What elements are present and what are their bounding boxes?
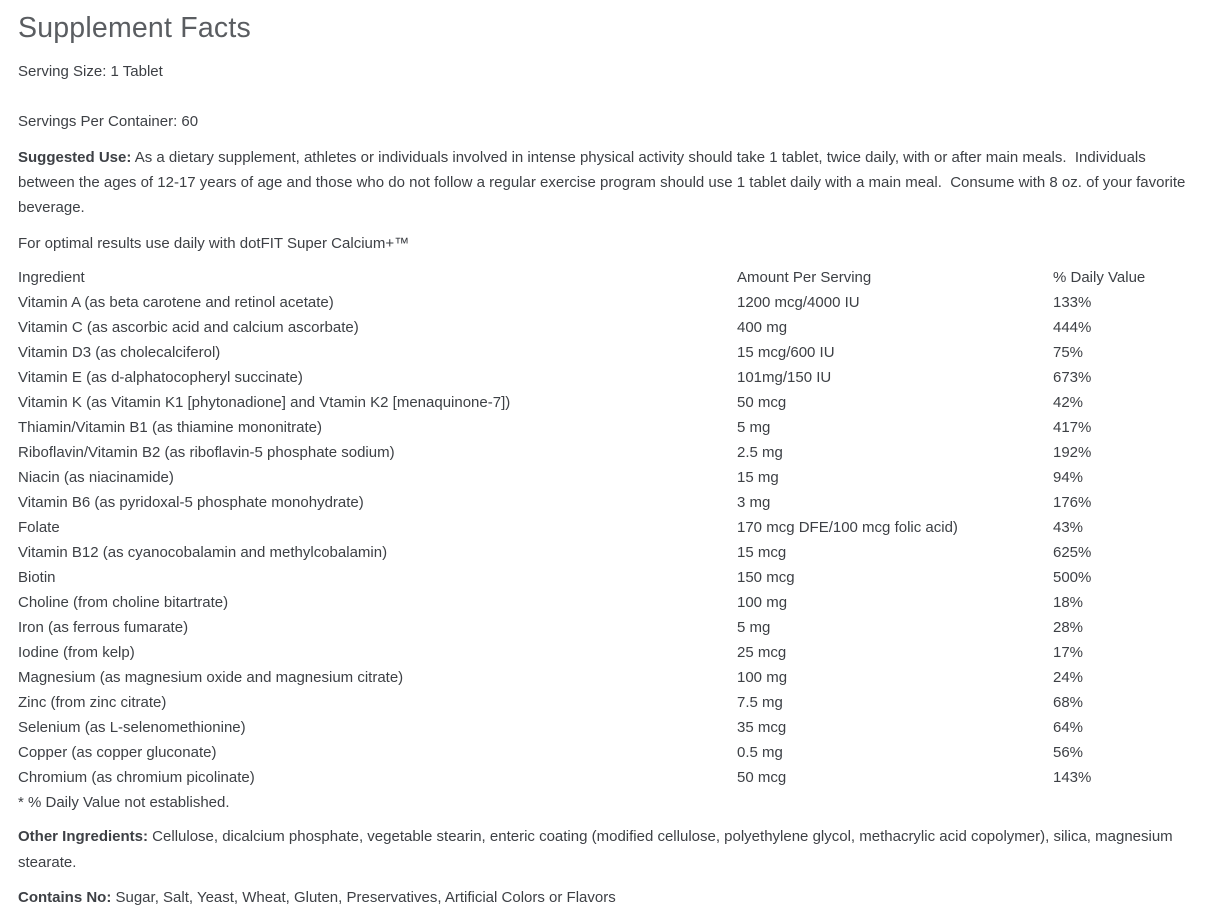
table-row — [18, 340, 1188, 365]
daily-value-footnote: * % Daily Value not established. — [18, 794, 230, 811]
ingredient-name: Chromium (as chromium picolinate) — [18, 769, 255, 786]
ingredient-name: Choline (from choline bitartrate) — [18, 594, 229, 611]
other-ingredients — [18, 824, 1188, 876]
table-row — [18, 715, 1188, 740]
amount-per-serving: 25 mcg — [737, 644, 787, 661]
percent-daily-value: 673% — [1053, 369, 1092, 386]
percent-daily-value: 444% — [1053, 319, 1092, 336]
table-header-row — [18, 265, 1188, 290]
table-row — [18, 765, 1188, 790]
ingredient-name: Vitamin K (as Vitamin K1 [phytonadione] and Vtamin K2 [menaquinone-7]) — [18, 394, 511, 411]
table-row — [18, 390, 1188, 415]
table-row — [18, 440, 1188, 465]
other-ingredients-label: Other Ingredients: — [18, 828, 149, 845]
percent-daily-value: 24% — [1053, 669, 1084, 686]
ingredient-name: Folate — [18, 519, 60, 536]
percent-daily-value: 68% — [1053, 694, 1084, 711]
percent-daily-value: 176% — [1053, 494, 1092, 511]
percent-daily-value: 43% — [1053, 519, 1084, 536]
amount-per-serving: 50 mcg — [737, 769, 787, 786]
ingredient-name: Magnesium (as magnesium oxide and magnesium citrate) — [18, 669, 404, 686]
amount-per-serving: 400 mg — [737, 319, 788, 336]
percent-daily-value: 192% — [1053, 444, 1092, 461]
supplement-table — [18, 265, 1188, 815]
amount-per-serving: 3 mg — [737, 494, 771, 511]
percent-daily-value: 56% — [1053, 744, 1084, 761]
serving-size: Serving Size: 1 Tablet — [18, 63, 163, 80]
percent-daily-value: 625% — [1053, 544, 1092, 561]
ingredient-name: Riboflavin/Vitamin B2 (as riboflavin-5 phosphate sodium) — [18, 444, 395, 461]
contains-no-label: Contains No: — [18, 889, 112, 906]
amount-per-serving: 7.5 mg — [737, 694, 783, 711]
amount-per-serving: 100 mg — [737, 594, 788, 611]
page-title: Supplement Facts — [18, 12, 251, 44]
ingredient-name: Vitamin B6 (as pyridoxal-5 phosphate monohydrate) — [18, 494, 364, 511]
suggested-use-label: Suggested Use: — [18, 149, 132, 166]
amount-per-serving: 15 mg — [737, 469, 779, 486]
table-row — [18, 665, 1188, 690]
percent-daily-value: 75% — [1053, 344, 1084, 361]
amount-per-serving: 170 mcg DFE/100 mcg folic acid) — [737, 519, 958, 536]
ingredient-name: Iron (as ferrous fumarate) — [18, 619, 189, 636]
table-body — [18, 290, 1188, 790]
amount-per-serving: 15 mcg — [737, 544, 787, 561]
ingredient-name: Thiamin/Vitamin B1 (as thiamine mononitrate) — [18, 419, 323, 436]
percent-daily-value: 94% — [1053, 469, 1084, 486]
percent-daily-value: 17% — [1053, 644, 1084, 661]
amount-per-serving: 5 mg — [737, 619, 771, 636]
suggested-use — [18, 145, 1188, 220]
amount-per-serving: 150 mcg — [737, 569, 795, 586]
amount-per-serving: 35 mcg — [737, 719, 787, 736]
percent-daily-value: 417% — [1053, 419, 1092, 436]
contains-no — [18, 887, 1188, 908]
column-header-ingredient: Ingredient — [18, 269, 85, 286]
table-row — [18, 315, 1188, 340]
ingredient-name: Vitamin A (as beta carotene and retinol acetate) — [18, 294, 334, 311]
amount-per-serving: 101mg/150 IU — [737, 369, 832, 386]
other-ingredients-text: Cellulose, dicalcium phosphate, vegetable stearin, enteric coating (modified cellulose, polyethylene glycol, methacrylic acid copolymer), silica, magnesium stearate. — [18, 828, 1177, 871]
amount-per-serving: 0.5 mg — [737, 744, 783, 761]
table-row — [18, 415, 1188, 440]
contains-no-text: Sugar, Salt, Yeast, Wheat, Gluten, Preservatives, Artificial Colors or Flavors — [111, 889, 616, 906]
percent-daily-value: 133% — [1053, 294, 1092, 311]
suggested-use-text: As a dietary supplement, athletes or individuals involved in intense physical activity should take 1 tablet, twice daily, with or after main meals. Individuals between the ages of 12-17 years of age and those who do not follow a regular exercise program should use 1 tablet daily with a main meal. Consume with 8 oz. of your favorite beverage. — [18, 149, 1190, 216]
percent-daily-value: 42% — [1053, 394, 1084, 411]
percent-daily-value: 500% — [1053, 569, 1092, 586]
table-row — [18, 490, 1188, 515]
percent-daily-value: 64% — [1053, 719, 1084, 736]
ingredient-name: Niacin (as niacinamide) — [18, 469, 174, 486]
table-row — [18, 565, 1188, 590]
table-row — [18, 740, 1188, 765]
table-row — [18, 615, 1188, 640]
table-row — [18, 540, 1188, 565]
ingredient-name: Copper (as copper gluconate) — [18, 744, 217, 761]
table-row — [18, 465, 1188, 490]
ingredient-name: Iodine (from kelp) — [18, 644, 135, 661]
ingredient-name: Vitamin C (as ascorbic acid and calcium ascorbate) — [18, 319, 359, 336]
amount-per-serving: 50 mcg — [737, 394, 787, 411]
amount-per-serving: 5 mg — [737, 419, 771, 436]
column-header-amount-per-serving: Amount Per Serving — [737, 269, 872, 286]
percent-daily-value: 28% — [1053, 619, 1084, 636]
amount-per-serving: 100 mg — [737, 669, 788, 686]
table-row — [18, 590, 1188, 615]
ingredient-name: Vitamin B12 (as cyanocobalamin and methylcobalamin) — [18, 544, 388, 561]
optimal-results-note: For optimal results use daily with dotFIT Super Calcium+™ — [18, 235, 410, 252]
ingredient-name: Vitamin E (as d-alphatocopheryl succinate) — [18, 369, 303, 386]
ingredient-name: Biotin — [18, 569, 56, 586]
servings-per-container: Servings Per Container: 60 — [18, 113, 199, 130]
ingredient-name: Selenium (as L-selenomethionine) — [18, 719, 246, 736]
column-header-percent-daily-value: % Daily Value — [1053, 269, 1146, 286]
table-row — [18, 690, 1188, 715]
ingredient-name: Zinc (from zinc citrate) — [18, 694, 167, 711]
table-row — [18, 365, 1188, 390]
ingredient-name: Vitamin D3 (as cholecalciferol) — [18, 344, 221, 361]
percent-daily-value: 143% — [1053, 769, 1092, 786]
table-row — [18, 515, 1188, 540]
table-row — [18, 640, 1188, 665]
table-row — [18, 290, 1188, 315]
amount-per-serving: 1200 mcg/4000 IU — [737, 294, 860, 311]
amount-per-serving: 15 mcg/600 IU — [737, 344, 835, 361]
percent-daily-value: 18% — [1053, 594, 1084, 611]
amount-per-serving: 2.5 mg — [737, 444, 783, 461]
